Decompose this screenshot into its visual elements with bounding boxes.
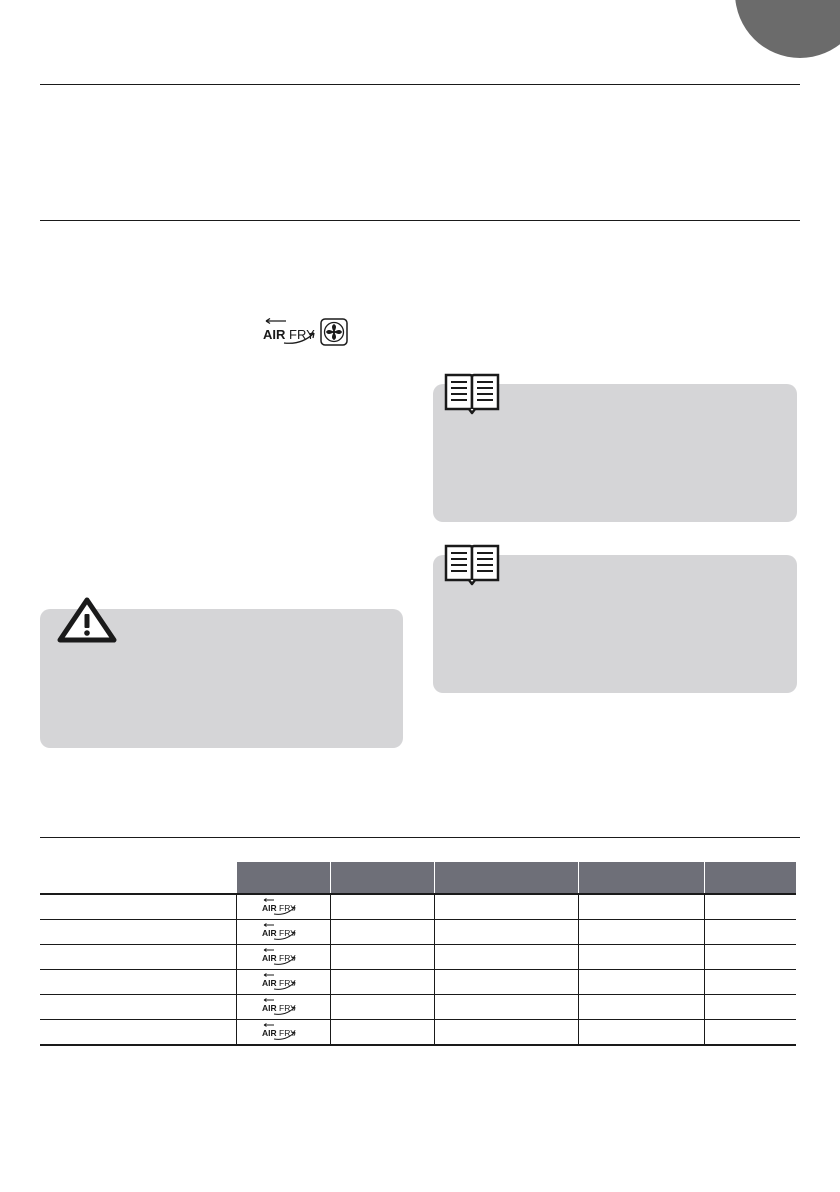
airfry-icon	[260, 998, 306, 1016]
airfry-icon	[260, 923, 306, 941]
header-cell-col3	[330, 862, 434, 894]
table-cell	[434, 1020, 578, 1046]
table-row	[40, 894, 796, 920]
airfry-icon	[260, 973, 306, 991]
svg-text:AIR: AIR	[262, 928, 277, 938]
table-cell	[40, 1020, 236, 1046]
airfry-air-text: AIR	[263, 327, 286, 342]
header-cell-col5	[578, 862, 704, 894]
table-cell	[578, 970, 704, 995]
airfry-icon	[260, 898, 306, 916]
table-cell	[704, 1020, 796, 1046]
table-row	[40, 920, 796, 945]
table-header-row	[40, 862, 796, 894]
svg-text:FRY: FRY	[279, 928, 296, 938]
table-cell	[578, 1020, 704, 1046]
svg-text:FRY: FRY	[279, 1003, 296, 1013]
header-cell-col4	[434, 862, 578, 894]
svg-text:AIR: AIR	[262, 1003, 277, 1013]
svg-text:FRY: FRY	[279, 1028, 296, 1038]
table-row	[40, 945, 796, 970]
header-cell-mode	[236, 862, 330, 894]
table-cell	[434, 970, 578, 995]
table-cell	[578, 995, 704, 1020]
mode-cell	[236, 970, 330, 995]
header-cell-food	[40, 862, 236, 894]
svg-text:AIR: AIR	[262, 978, 277, 988]
svg-text:FRY: FRY	[279, 978, 296, 988]
airfry-icon	[260, 1023, 306, 1041]
table-cell	[704, 970, 796, 995]
airfry-fry-text: FRY	[289, 327, 315, 342]
fan-icon	[321, 319, 347, 345]
mode-cell	[236, 995, 330, 1020]
table-cell	[704, 995, 796, 1020]
section-rule-table	[40, 837, 800, 838]
page-corner-tab	[735, 0, 840, 58]
table-cell	[578, 945, 704, 970]
table-cell	[40, 995, 236, 1020]
section-rule-middle	[40, 220, 800, 221]
mode-cell	[236, 1020, 330, 1046]
warning-triangle-icon	[57, 597, 117, 643]
table-cell	[330, 920, 434, 945]
table-cell	[704, 894, 796, 920]
book-icon	[443, 373, 501, 415]
table-row	[40, 970, 796, 995]
svg-text:AIR: AIR	[262, 903, 277, 913]
table-cell	[330, 995, 434, 1020]
table-cell	[434, 945, 578, 970]
table-cell	[330, 945, 434, 970]
table-cell	[704, 920, 796, 945]
mode-cell	[236, 945, 330, 970]
table-cell	[330, 894, 434, 920]
airfry-icon	[260, 948, 306, 966]
cooking-table	[40, 862, 796, 1046]
table-cell	[578, 894, 704, 920]
table-cell	[40, 970, 236, 995]
svg-text:FRY: FRY	[279, 903, 296, 913]
svg-text:FRY: FRY	[279, 953, 296, 963]
table-cell	[704, 945, 796, 970]
table-cell	[434, 995, 578, 1020]
table-cell	[40, 894, 236, 920]
header-cell-col6	[704, 862, 796, 894]
airfry-mode-icon	[262, 318, 352, 346]
table-cell	[434, 920, 578, 945]
svg-text:AIR: AIR	[262, 1028, 277, 1038]
table-cell	[330, 1020, 434, 1046]
table-cell	[434, 894, 578, 920]
svg-text:AIR: AIR	[262, 953, 277, 963]
table-cell	[330, 970, 434, 995]
book-icon	[443, 544, 501, 586]
table-row	[40, 1020, 796, 1046]
table-row	[40, 995, 796, 1020]
mode-cell	[236, 920, 330, 945]
table-cell	[40, 920, 236, 945]
table-cell	[40, 945, 236, 970]
table-cell	[578, 920, 704, 945]
mode-cell	[236, 894, 330, 920]
section-rule-top	[40, 84, 800, 85]
